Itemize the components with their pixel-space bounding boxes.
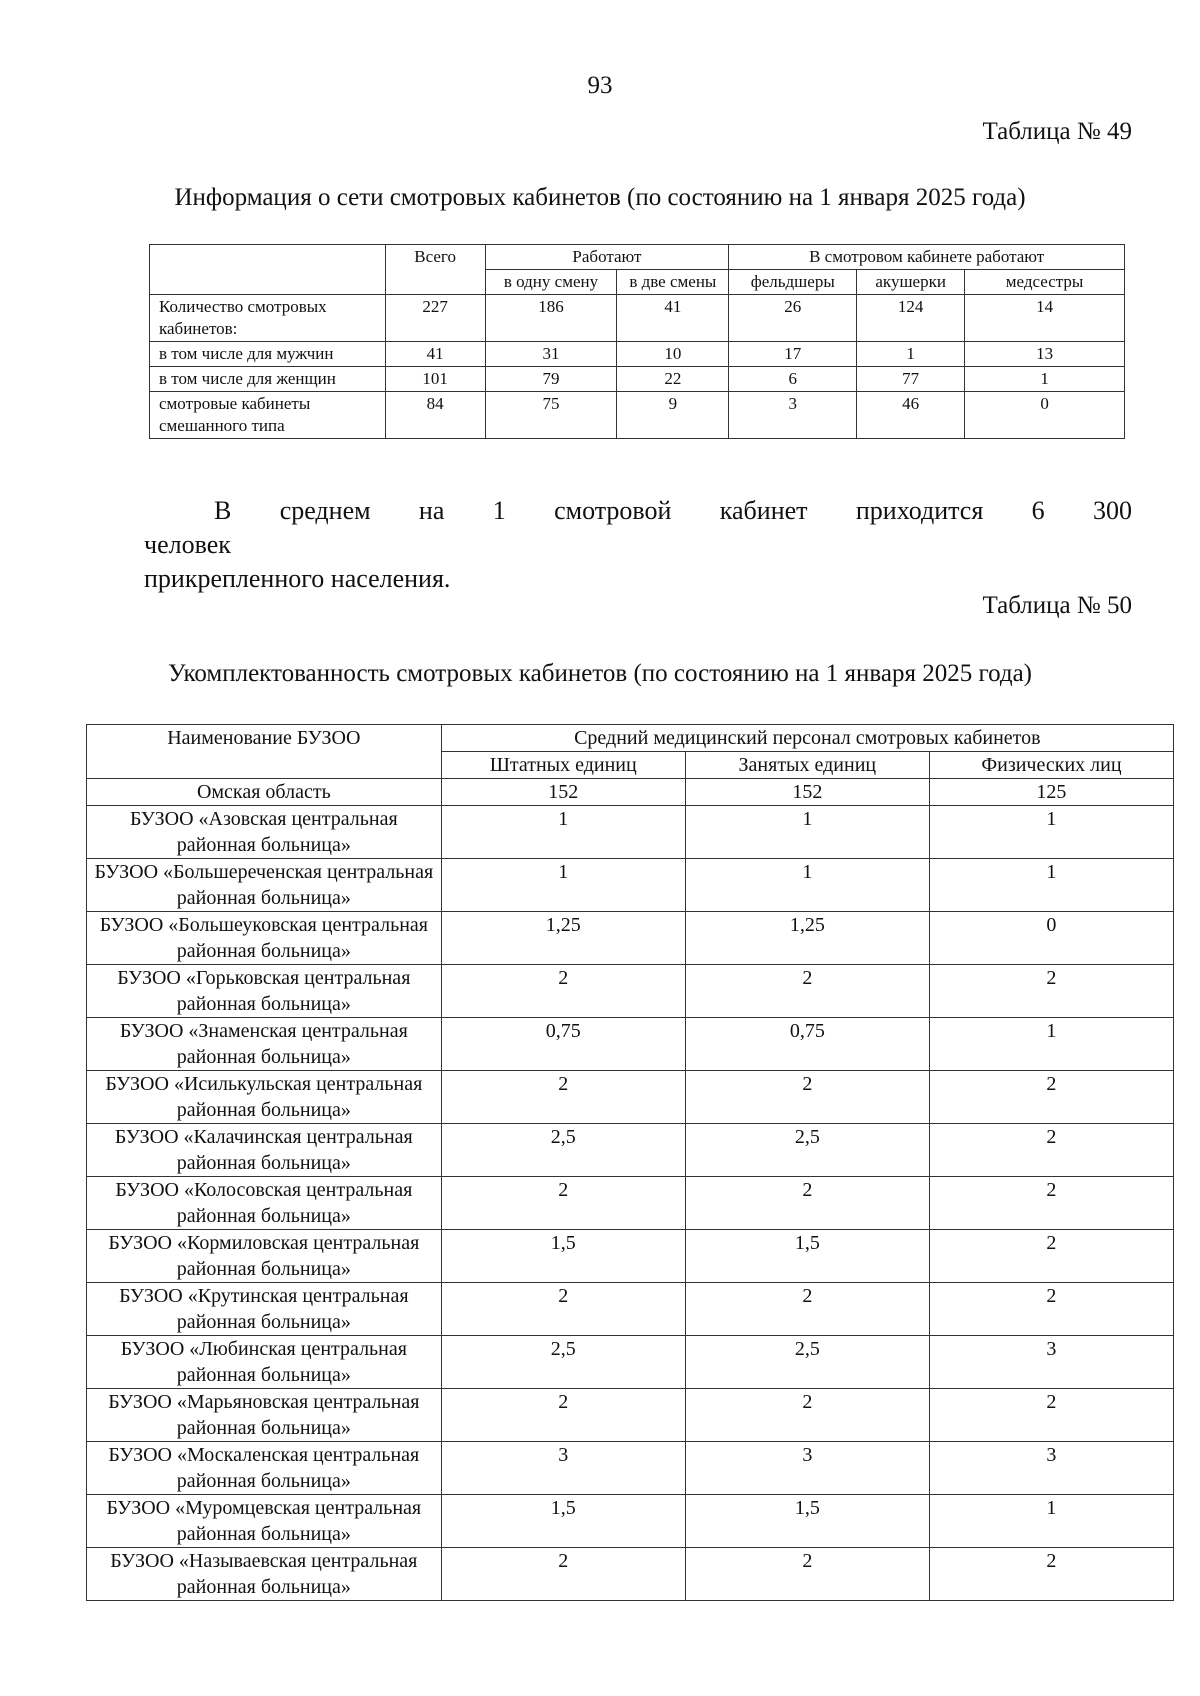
cell-value: 1 <box>929 859 1173 912</box>
cell-value: 1 <box>685 859 929 912</box>
institution-name: БУЗОО «Марьяновская центральная районная больница» <box>87 1389 442 1442</box>
table-49-label: Таблица № 49 <box>982 118 1132 145</box>
cell-value: 0 <box>929 912 1173 965</box>
table-row <box>87 1442 1174 1495</box>
cell-value: 0 <box>965 392 1125 439</box>
cell-value: 2 <box>929 1071 1173 1124</box>
cell-value: 1 <box>929 806 1173 859</box>
cell-value: 2 <box>929 1124 1173 1177</box>
cell-value: 1 <box>929 1018 1173 1071</box>
institution-name: БУЗОО «Большеуковская центральная районная больница» <box>87 912 442 965</box>
cell-value: 1,5 <box>441 1230 685 1283</box>
institution-name: БУЗОО «Горьковская центральная районная больница» <box>87 965 442 1018</box>
row-label: в том числе для мужчин <box>150 342 386 367</box>
table-row <box>87 1336 1174 1389</box>
cell-value: 26 <box>729 295 857 342</box>
cell-value: 2 <box>441 1283 685 1336</box>
t49-header-work: Работают <box>485 245 729 270</box>
table-row <box>87 806 1174 859</box>
table-49-title: Информация о сети смотровых кабинетов (по состоянию на 1 января 2025 года) <box>174 184 1026 211</box>
screening-rooms-network-table <box>149 244 1125 439</box>
institution-name: Омская область <box>87 779 442 806</box>
table-row <box>150 392 1125 439</box>
table-row <box>87 1283 1174 1336</box>
cell-value: 17 <box>729 342 857 367</box>
institution-name: БУЗОО «Муромцевская центральная районная больница» <box>87 1495 442 1548</box>
cell-value: 2 <box>929 1548 1173 1601</box>
cell-value: 2 <box>685 965 929 1018</box>
institution-name: БУЗОО «Колосовская центральная районная больница» <box>87 1177 442 1230</box>
cell-value: 2,5 <box>685 1336 929 1389</box>
institution-name: БУЗОО «Крутинская центральная районная больница» <box>87 1283 442 1336</box>
paragraph-line-2: прикрепленного населения. <box>144 564 451 593</box>
table-row <box>87 965 1174 1018</box>
cell-value: 1 <box>685 806 929 859</box>
cell-value: 125 <box>929 779 1173 806</box>
cell-value: 1,5 <box>685 1230 929 1283</box>
cell-value: 2,5 <box>441 1124 685 1177</box>
t49-header-total: Всего <box>385 245 485 295</box>
cell-value: 3 <box>729 392 857 439</box>
table-row <box>150 342 1125 367</box>
institution-name: БУЗОО «Называевская центральная районная больница» <box>87 1548 442 1601</box>
institution-name: БУЗОО «Знаменская центральная районная больница» <box>87 1018 442 1071</box>
page-number: 93 <box>587 72 613 99</box>
t50-header-persons: Физических лиц <box>929 752 1173 779</box>
cell-value: 1 <box>965 367 1125 392</box>
institution-name: БУЗОО «Калачинская центральная районная больница» <box>87 1124 442 1177</box>
cell-value: 2 <box>685 1283 929 1336</box>
screening-rooms-staffing-table <box>86 724 1174 1601</box>
cell-value: 0,75 <box>441 1018 685 1071</box>
cell-value: 75 <box>485 392 617 439</box>
t49-corner-cell <box>150 245 386 295</box>
t50-header-staff-units: Штатных единиц <box>441 752 685 779</box>
cell-value: 2 <box>441 1177 685 1230</box>
t50-header-group: Средний медицинский персонал смотровых кабинетов <box>441 725 1173 752</box>
cell-value: 1 <box>857 342 965 367</box>
cell-value: 1 <box>929 1495 1173 1548</box>
cell-value: 152 <box>685 779 929 806</box>
t49-header-paramedics: фельдшеры <box>729 270 857 295</box>
table-row <box>87 1018 1174 1071</box>
cell-value: 152 <box>441 779 685 806</box>
t49-header-one-shift: в одну смену <box>485 270 617 295</box>
cell-value: 2 <box>929 1283 1173 1336</box>
cell-value: 9 <box>617 392 729 439</box>
t49-header-staff-group: В смотровом кабинете работают <box>729 245 1125 270</box>
t49-header-two-shifts: в две смены <box>617 270 729 295</box>
cell-value: 2 <box>441 965 685 1018</box>
cell-value: 2 <box>929 1177 1173 1230</box>
institution-name: БУЗОО «Большереченская центральная районная больница» <box>87 859 442 912</box>
cell-value: 1 <box>441 859 685 912</box>
average-population-paragraph <box>144 494 1132 596</box>
cell-value: 2 <box>929 1389 1173 1442</box>
cell-value: 22 <box>617 367 729 392</box>
cell-value: 77 <box>857 367 965 392</box>
cell-value: 1,25 <box>685 912 929 965</box>
t50-header-occupied-units: Занятых единиц <box>685 752 929 779</box>
table-row <box>87 779 1174 806</box>
t49-header-midwives: акушерки <box>857 270 965 295</box>
institution-name: БУЗОО «Любинская центральная районная больница» <box>87 1336 442 1389</box>
cell-value: 31 <box>485 342 617 367</box>
table-50-label: Таблица № 50 <box>982 592 1132 619</box>
table-row <box>87 1230 1174 1283</box>
t49-header-nurses: медсестры <box>965 270 1125 295</box>
row-label: в том числе для женщин <box>150 367 386 392</box>
cell-value: 186 <box>485 295 617 342</box>
cell-value: 84 <box>385 392 485 439</box>
cell-value: 3 <box>929 1336 1173 1389</box>
cell-value: 1,5 <box>685 1495 929 1548</box>
cell-value: 227 <box>385 295 485 342</box>
cell-value: 2 <box>685 1548 929 1601</box>
table-row <box>87 1071 1174 1124</box>
institution-name: БУЗОО «Азовская центральная районная больница» <box>87 806 442 859</box>
institution-name: БУЗОО «Москаленская центральная районная больница» <box>87 1442 442 1495</box>
cell-value: 2 <box>929 965 1173 1018</box>
cell-value: 2 <box>441 1389 685 1442</box>
cell-value: 10 <box>617 342 729 367</box>
table-row <box>87 1389 1174 1442</box>
cell-value: 79 <box>485 367 617 392</box>
cell-value: 2 <box>441 1071 685 1124</box>
cell-value: 41 <box>617 295 729 342</box>
cell-value: 124 <box>857 295 965 342</box>
institution-name: БУЗОО «Кормиловская центральная районная больница» <box>87 1230 442 1283</box>
table-50-title: Укомплектованность смотровых кабинетов (по состоянию на 1 января 2025 года) <box>167 660 1032 687</box>
table-row <box>150 295 1125 342</box>
table-row <box>87 1124 1174 1177</box>
cell-value: 46 <box>857 392 965 439</box>
cell-value: 14 <box>965 295 1125 342</box>
cell-value: 1,25 <box>441 912 685 965</box>
cell-value: 3 <box>929 1442 1173 1495</box>
cell-value: 2 <box>441 1548 685 1601</box>
cell-value: 2,5 <box>441 1336 685 1389</box>
table-row <box>87 912 1174 965</box>
paragraph-line-1: В среднем на 1 смотровой кабинет приходится 6 300 человек <box>144 496 1132 559</box>
institution-name: БУЗОО «Исилькульская центральная районная больница» <box>87 1071 442 1124</box>
cell-value: 101 <box>385 367 485 392</box>
cell-value: 1 <box>441 806 685 859</box>
cell-value: 0,75 <box>685 1018 929 1071</box>
table-row <box>87 859 1174 912</box>
cell-value: 13 <box>965 342 1125 367</box>
cell-value: 2 <box>929 1230 1173 1283</box>
row-label: смотровые кабинеты смешанного типа <box>150 392 386 439</box>
row-label: Количество смотровых кабинетов: <box>150 295 386 342</box>
cell-value: 2 <box>685 1389 929 1442</box>
table-row <box>87 1548 1174 1601</box>
cell-value: 2,5 <box>685 1124 929 1177</box>
table-row <box>87 1177 1174 1230</box>
cell-value: 1,5 <box>441 1495 685 1548</box>
table-row <box>87 1495 1174 1548</box>
cell-value: 2 <box>685 1177 929 1230</box>
cell-value: 3 <box>441 1442 685 1495</box>
cell-value: 2 <box>685 1071 929 1124</box>
table-row <box>150 367 1125 392</box>
cell-value: 6 <box>729 367 857 392</box>
t50-header-name: Наименование БУЗОО <box>87 725 442 779</box>
cell-value: 41 <box>385 342 485 367</box>
cell-value: 3 <box>685 1442 929 1495</box>
